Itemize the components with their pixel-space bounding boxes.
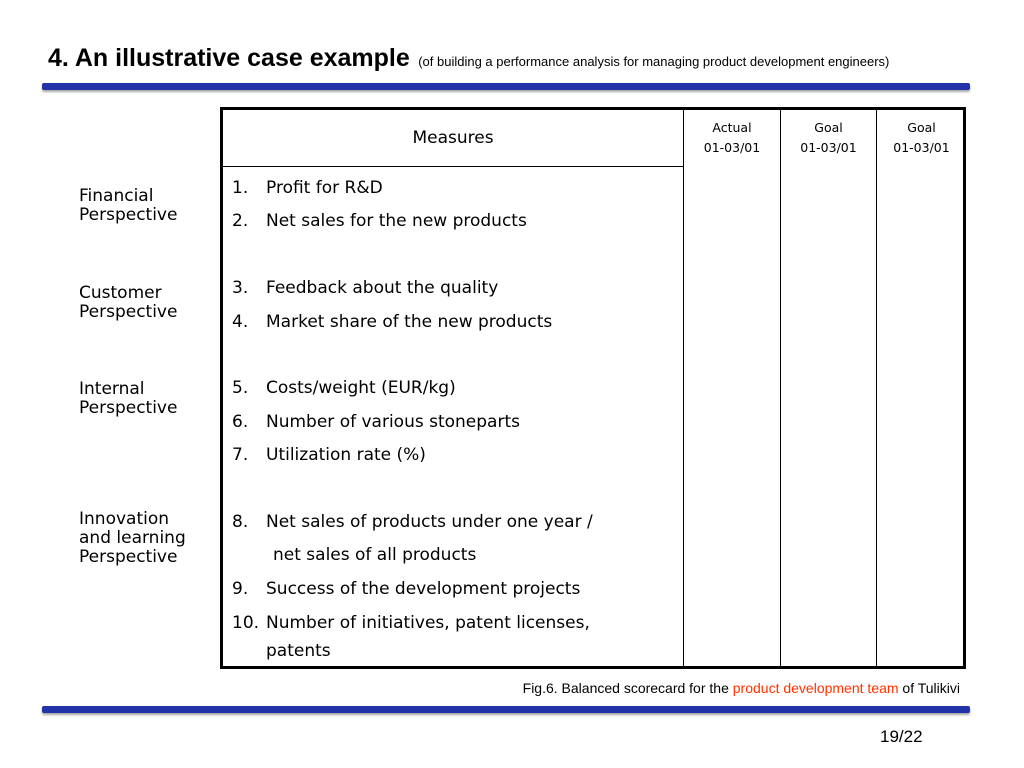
measures-header: Measures (412, 128, 494, 148)
measure-text: Utilization rate (%) (266, 445, 426, 465)
measure-text: Net sales for the new products (266, 211, 527, 231)
column-header-period: 01-03/01 (893, 140, 950, 155)
measure-item (232, 308, 552, 337)
measure-item (232, 508, 593, 537)
perspective-line: Perspective (79, 398, 178, 418)
perspective-innovation (79, 510, 186, 567)
measure-number: 9. (232, 579, 249, 599)
measure-number: 7. (232, 445, 249, 465)
column-header-label: Goal (907, 120, 936, 135)
perspective-internal (79, 380, 177, 418)
measure-text: Number of various stoneparts (266, 412, 520, 432)
column-divider (780, 110, 781, 666)
measure-number: 2. (232, 211, 249, 231)
scorecard-table (220, 107, 966, 669)
top-divider (42, 83, 970, 90)
measure-item (232, 408, 520, 437)
measure-continuation: net sales of all products (273, 545, 477, 565)
measure-text: Net sales of products under one year / (266, 512, 593, 532)
column-divider (683, 110, 684, 666)
title-subtitle: (of building a performance analysis for managing product development engineers) (418, 54, 890, 69)
measure-text: Feedback about the quality (266, 278, 499, 298)
column-header-goal (781, 118, 876, 158)
measure-continuation: patents (266, 641, 331, 661)
caption-prefix: Fig.6. Balanced scorecard for the (522, 680, 729, 696)
measure-number: 5. (232, 378, 249, 398)
caption-highlight: product development team (732, 680, 899, 696)
measure-number: 6. (232, 412, 249, 432)
measure-text: Success of the development projects (266, 579, 581, 599)
title-main: 4. An illustrative case example (48, 44, 410, 72)
measure-number: 8. (232, 512, 249, 532)
caption-suffix: of Tulikivi (902, 680, 960, 696)
measure-number: 10. (232, 613, 260, 633)
perspective-financial (79, 187, 177, 225)
measure-item (232, 575, 580, 604)
measure-item (232, 609, 590, 638)
measure-text: Market share of the new products (266, 312, 553, 332)
column-header-label: Goal (814, 120, 843, 135)
column-header-goal-2 (877, 118, 966, 158)
measure-item (232, 174, 383, 203)
perspective-line: Internal (79, 379, 145, 399)
measure-text: Number of initiatives, patent licenses, (266, 613, 590, 633)
slide-title (48, 44, 889, 73)
perspective-line: Perspective (79, 302, 178, 322)
measure-number: 1. (232, 178, 249, 198)
header-divider (223, 166, 684, 167)
perspective-line: Customer (79, 283, 162, 303)
measure-item (232, 274, 498, 303)
column-header-period: 01-03/01 (703, 140, 761, 155)
measure-item (232, 207, 527, 236)
perspective-line: Financial (79, 186, 154, 206)
column-header-label: Actual (712, 120, 752, 135)
page-number: 19/22 (880, 727, 923, 746)
figure-caption (523, 680, 960, 696)
perspective-line: and learning (79, 528, 186, 548)
measure-number: 4. (232, 312, 249, 332)
bottom-divider (42, 706, 970, 713)
measure-item (232, 441, 426, 470)
measure-text: Costs/weight (EUR/kg) (266, 378, 456, 398)
perspective-line: Perspective (79, 547, 178, 567)
perspective-customer (79, 284, 177, 322)
measure-text: Profit for R&D (266, 178, 383, 198)
perspective-line: Perspective (79, 205, 178, 225)
measure-number: 3. (232, 278, 249, 298)
column-header-period: 01-03/01 (800, 140, 857, 155)
measure-item (232, 374, 456, 403)
column-divider (876, 110, 877, 666)
perspective-line: Innovation (79, 509, 170, 529)
column-header-actual (684, 118, 780, 158)
